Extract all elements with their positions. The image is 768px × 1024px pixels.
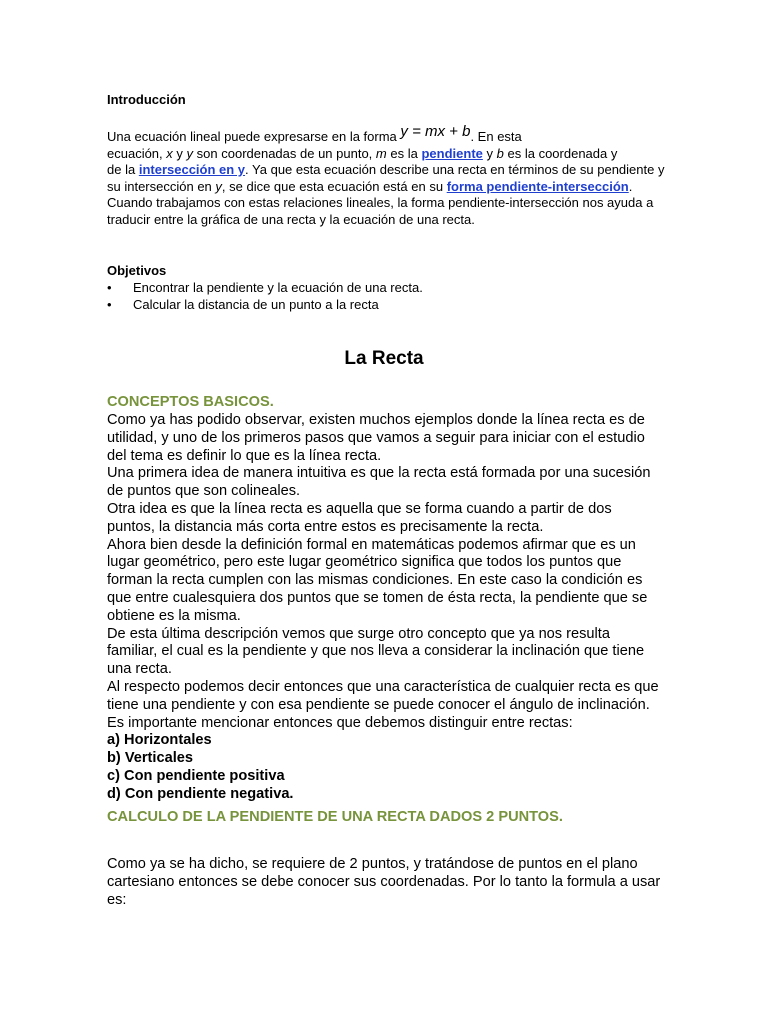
intro-paragraph: Una ecuación lineal puede expresarse en la forma y = mx + b. En esta ecuación, x y y son coordenadas de un punto, m es la pendiente y b es la coordenada y de la intersección en y. Ya que esta ecuación describe una recta en términos de su pendiente y su intersección en y, se dice que esta ecuación está en su forma pendiente-intersección. Cuando trabajamos con estas relaciones lineales, la forma pendiente-intersección nos ayuda a traducir entre la gráfica de una recta y la ecuación de una recta. [107,123,665,227]
bullet: • [107,296,112,312]
paragraph: Otra idea es que la línea recta es aquella que se forma cuando a partir de dos puntos, la distancia más corta entre estos es precisamente la recta. [107,500,612,535]
line-type-item: a) Horizontales [107,732,212,749]
paragraph: Una primera idea de manera intuitiva es que la recta está formada por una sucesión de puntos que son colineales. [107,465,651,500]
paragraph: Como ya se ha dicho, se requiere de 2 puntos, y tratándose de puntos en el plano cartesiano entonces se debe conocer sus coordenadas. Por lo tanto la formula a usar es: [107,856,661,908]
main-title: La Recta [344,348,424,369]
paragraph: Como ya has podido observar, existen muchos ejemplos donde la línea recta es de utilidad, y uno de los primeros pasos que vamos a seguir para iniciar con el estudio del tema es definir lo que es la línea recta. [107,412,645,464]
slope-intercept-formula: y = mx + b [400,123,471,140]
objective-item: • Calcular la distancia de un punto a la recta [107,296,379,312]
link-interseccion-en-y[interactable]: intersección en y [138,162,246,177]
objective-item: • Encontrar la pendiente y la ecuación de una recta. [107,280,423,295]
link-forma-pendiente-interseccion[interactable]: forma pendiente-intersección [446,178,629,194]
section-body-calculo [107,856,662,909]
objectives-title: Objetivos [107,263,167,278]
section-heading-conceptos: CONCEPTOS BASICOS. [107,394,274,410]
line-type-item: b) Verticales [107,750,193,767]
paragraph: Ahora bien desde la definición formal en matemáticas podemos afirmar que es un lugar geométrico, pero este lugar geométrico significa que todos los puntos que forman la recta cumplen con las mismas condiciones. En este caso la condición es que entre cualesquiera dos puntos que se tomen de ésta recta, la pendiente que se obtiene es la misma. [107,536,648,624]
bullet: • [107,280,112,295]
paragraph: De esta última descripción vemos que surge otro concepto que ya nos resulta familiar, el cual es la pendiente y que nos lleva a considerar la inclinación que tiene una recta. [107,625,645,678]
link-pendiente[interactable]: pendiente [421,145,483,161]
objectives-list [107,280,662,313]
intro-title: Introducción [107,92,186,107]
section-body-conceptos [107,412,662,804]
paragraph: Es importante mencionar entonces que debemos distinguir entre rectas: [107,714,573,731]
line-type-item: d) Con pendiente negativa. [107,785,294,802]
line-type-item: c) Con pendiente positiva [107,767,285,784]
section-heading-calculo: CALCULO DE LA PENDIENTE DE UNA RECTA DADOS 2 PUNTOS. [107,809,563,825]
paragraph: Al respecto podemos decir entonces que una característica de cualquier recta es que tiene una pendiente y con esa pendiente se puede conocer el ángulo de inclinación. [107,678,659,713]
